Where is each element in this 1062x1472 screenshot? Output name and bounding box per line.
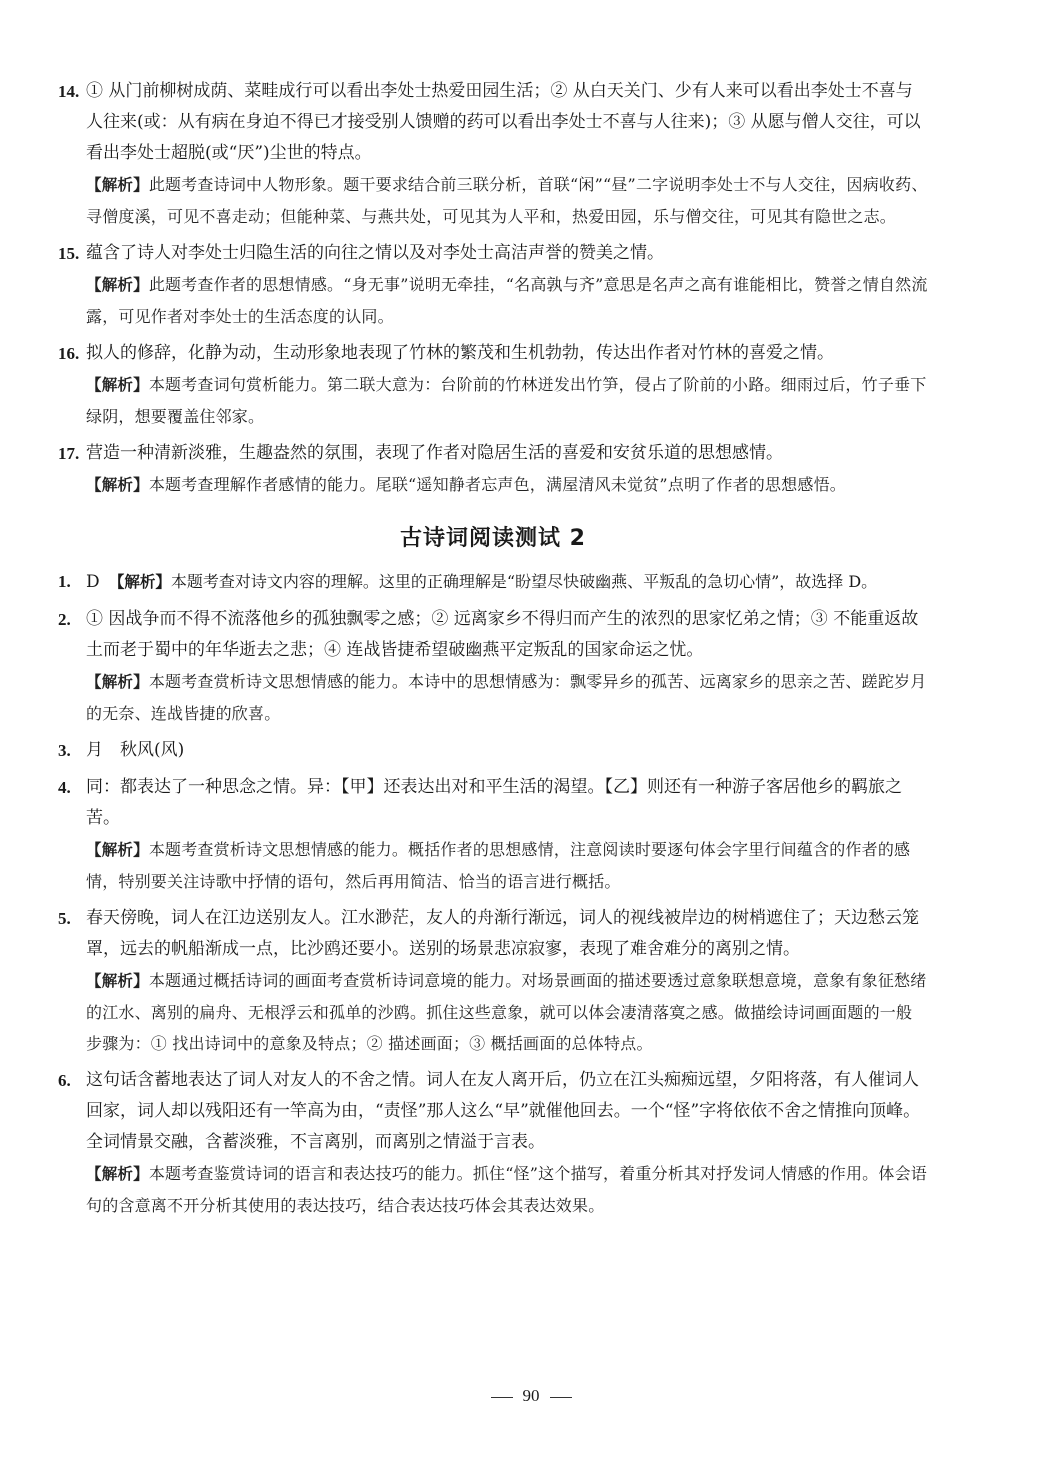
answer-line [86, 566, 928, 598]
answer-text: 营造一种清新淡雅，生趣盎然的氛围，表现了作者对隐居生活的喜爱和安贫乐道的思想感情。 [86, 443, 783, 463]
answer-item-2 [58, 604, 928, 729]
analysis-block [86, 369, 928, 432]
question-number: 17. [58, 444, 80, 463]
answer-item-6 [58, 1065, 928, 1221]
analysis-block [86, 666, 928, 729]
answer-text: 蕴含了诗人对李处士归隐生活的向往之情以及对李处士高洁声誉的赞美之情。 [86, 243, 664, 263]
answer-item-16 [58, 338, 928, 432]
question-number: 1. [58, 572, 71, 591]
question-number: 3. [58, 741, 71, 760]
answer-text: 拟人的修辞，化静为动，生动形象地表现了竹林的繁茂和生机勃勃，传达出作者对竹林的喜爱之情。 [86, 343, 834, 363]
answer-text: 春天傍晚，词人在江边送别友人。江水渺茫，友人的舟渐行渐远，词人的视线被岸边的树梢遮住了；天边愁云笼罩，远去的帆船渐成一点，比沙鸥还要小。送别的场景悲凉寂寥，表现了难舍难分的离别之情。 [86, 908, 919, 959]
analysis-text: 本题考查理解作者感情的能力。尾联“遥知静者忘声色，满屋清风未觉贫”点明了作者的思想感悟。 [148, 475, 846, 494]
analysis-block [86, 965, 928, 1059]
question-number: 6. [58, 1071, 71, 1090]
analysis-tag: 【解析】 [116, 573, 171, 591]
question-number: 2. [58, 610, 71, 629]
answer-text: 这句话含蓄地表达了词人对友人的不舍之情。词人在友人离开后，仍立在江头痴痴远望，夕阳将落，有人催词人回家，词人却以残阳还有一竿高为由，“责怪”那人这么“早”就催他回去。一个“怪”字将依依不舍之情推向顶峰。全词情景交融，含蓄淡雅，不言离别，而离别之情溢于言表。 [86, 1070, 921, 1152]
analysis-text: 本题考查词句赏析能力。第二联大意为：台阶前的竹林迸发出竹笋，侵占了阶前的小路。细雨过后，竹子垂下绿阴，想要覆盖住邻家。 [86, 375, 927, 426]
answer-item-17 [58, 438, 928, 501]
analysis-text: 此题考查诗词中人物形象。题干要求结合前三联分析，首联“闲”“昼”二字说明李处士不与人交往，因病收药、寻僧度溪，可见不喜走动；但能种菜、与燕共处，可见其为人平和，热爱田园，乐与僧交往，可见其有隐世之志。 [86, 175, 928, 226]
analysis-block [86, 469, 928, 501]
analysis-text: 此题考查作者的思想情感。“身无事”说明无牵挂，“名高孰与齐”意思是名声之高有谁能相比，赞誉之情自然流露，可见作者对李处士的生活态度的认同。 [86, 275, 928, 326]
analysis-text: 本题考查鉴赏诗词的语言和表达技巧的能力。抓住“怪”这个描写，着重分析其对抒发词人情感的作用。体会语句的含意离不开分析其使用的表达技巧，结合表达技巧体会其表达效果。 [86, 1164, 927, 1215]
answer-text: 月 秋风(风) [86, 740, 185, 760]
answer-text: ① 因战争而不得不流落他乡的孤独飘零之感；② 远离家乡不得归而产生的浓烈的思家忆弟之情；③ 不能重返故土而老于蜀中的年华逝去之悲；④ 连战皆捷希望破幽燕平定叛乱的国家命运之忧。 [86, 609, 919, 660]
analysis-tag: 【解析】 [86, 376, 149, 394]
page-footer [0, 1386, 1062, 1406]
question-number: 4. [58, 778, 71, 797]
answer-text: D [86, 572, 100, 592]
answer-page [58, 76, 928, 1221]
footer-dash-right [550, 1397, 572, 1398]
analysis-tag: 【解析】 [86, 476, 149, 494]
section-title: 古诗词阅读测试 2 [400, 526, 586, 551]
answer-item-1 [58, 566, 928, 598]
answer-item-4 [58, 772, 928, 897]
analysis-block [86, 269, 928, 332]
footer-dash-left [491, 1397, 513, 1398]
question-number: 14. [58, 82, 80, 101]
analysis-block [86, 1158, 928, 1221]
analysis-tag: 【解析】 [86, 176, 149, 194]
analysis-text: 本题通过概括诗词的画面考查赏析诗词意境的能力。对场景画面的描述要透过意象联想意境，意象有象征愁绪的江水、离别的扁舟、无根浮云和孤单的沙鸥。抓住这些意象，就可以体会凄清落寞之感。做描绘诗词画面题的一般步骤为：① 找出诗词中的意象及特点；② 描述画面；③ 概括画面的总体特点。 [86, 971, 927, 1053]
question-number: 5. [58, 909, 71, 928]
question-number: 15. [58, 244, 80, 263]
answer-item-15 [58, 238, 928, 332]
analysis-text: 本题考查赏析诗文思想情感的能力。本诗中的思想情感为：飘零异乡的孤苦、远离家乡的思亲之苦、蹉跎岁月的无奈、连战皆捷的欣喜。 [86, 672, 927, 723]
answer-text: 同：都表达了一种思念之情。异：【甲】还表达出对和平生活的渴望。【乙】则还有一种游子客居他乡的羁旅之苦。 [86, 777, 902, 828]
analysis-text: 本题考查对诗文内容的理解。这里的正确理解是“盼望尽快破幽燕、平叛乱的急切心情”，故选择 D。 [170, 572, 878, 591]
question-number: 16. [58, 344, 80, 363]
analysis-block [86, 834, 928, 897]
analysis-tag: 【解析】 [86, 841, 149, 859]
analysis-tag: 【解析】 [86, 1165, 149, 1183]
analysis-text: 本题考查赏析诗文思想情感的能力。概括作者的思想感情，注意阅读时要逐句体会字里行间蕴含的作者的感情，特别要关注诗歌中抒情的语句，然后再用简洁、恰当的语言进行概括。 [86, 840, 911, 891]
page-number: 90 [522, 1386, 540, 1405]
analysis-block [86, 169, 928, 232]
answer-item-14 [58, 76, 928, 232]
answer-text: ① 从门前柳树成荫、菜畦成行可以看出李处士热爱田园生活；② 从白天关门、少有人来可以看出李处士不喜与人往来(或：从有病在身迫不得已才接受别人馈赠的药可以看出李处士不喜与人往来)；③ 从愿与僧人交往，可以看出李处士超脱(或“厌”)尘世的特点。 [86, 81, 921, 163]
answer-item-3 [58, 735, 928, 766]
analysis-tag: 【解析】 [86, 276, 149, 294]
analysis-tag: 【解析】 [86, 673, 149, 691]
analysis-tag: 【解析】 [86, 972, 149, 990]
answer-item-5 [58, 903, 928, 1059]
